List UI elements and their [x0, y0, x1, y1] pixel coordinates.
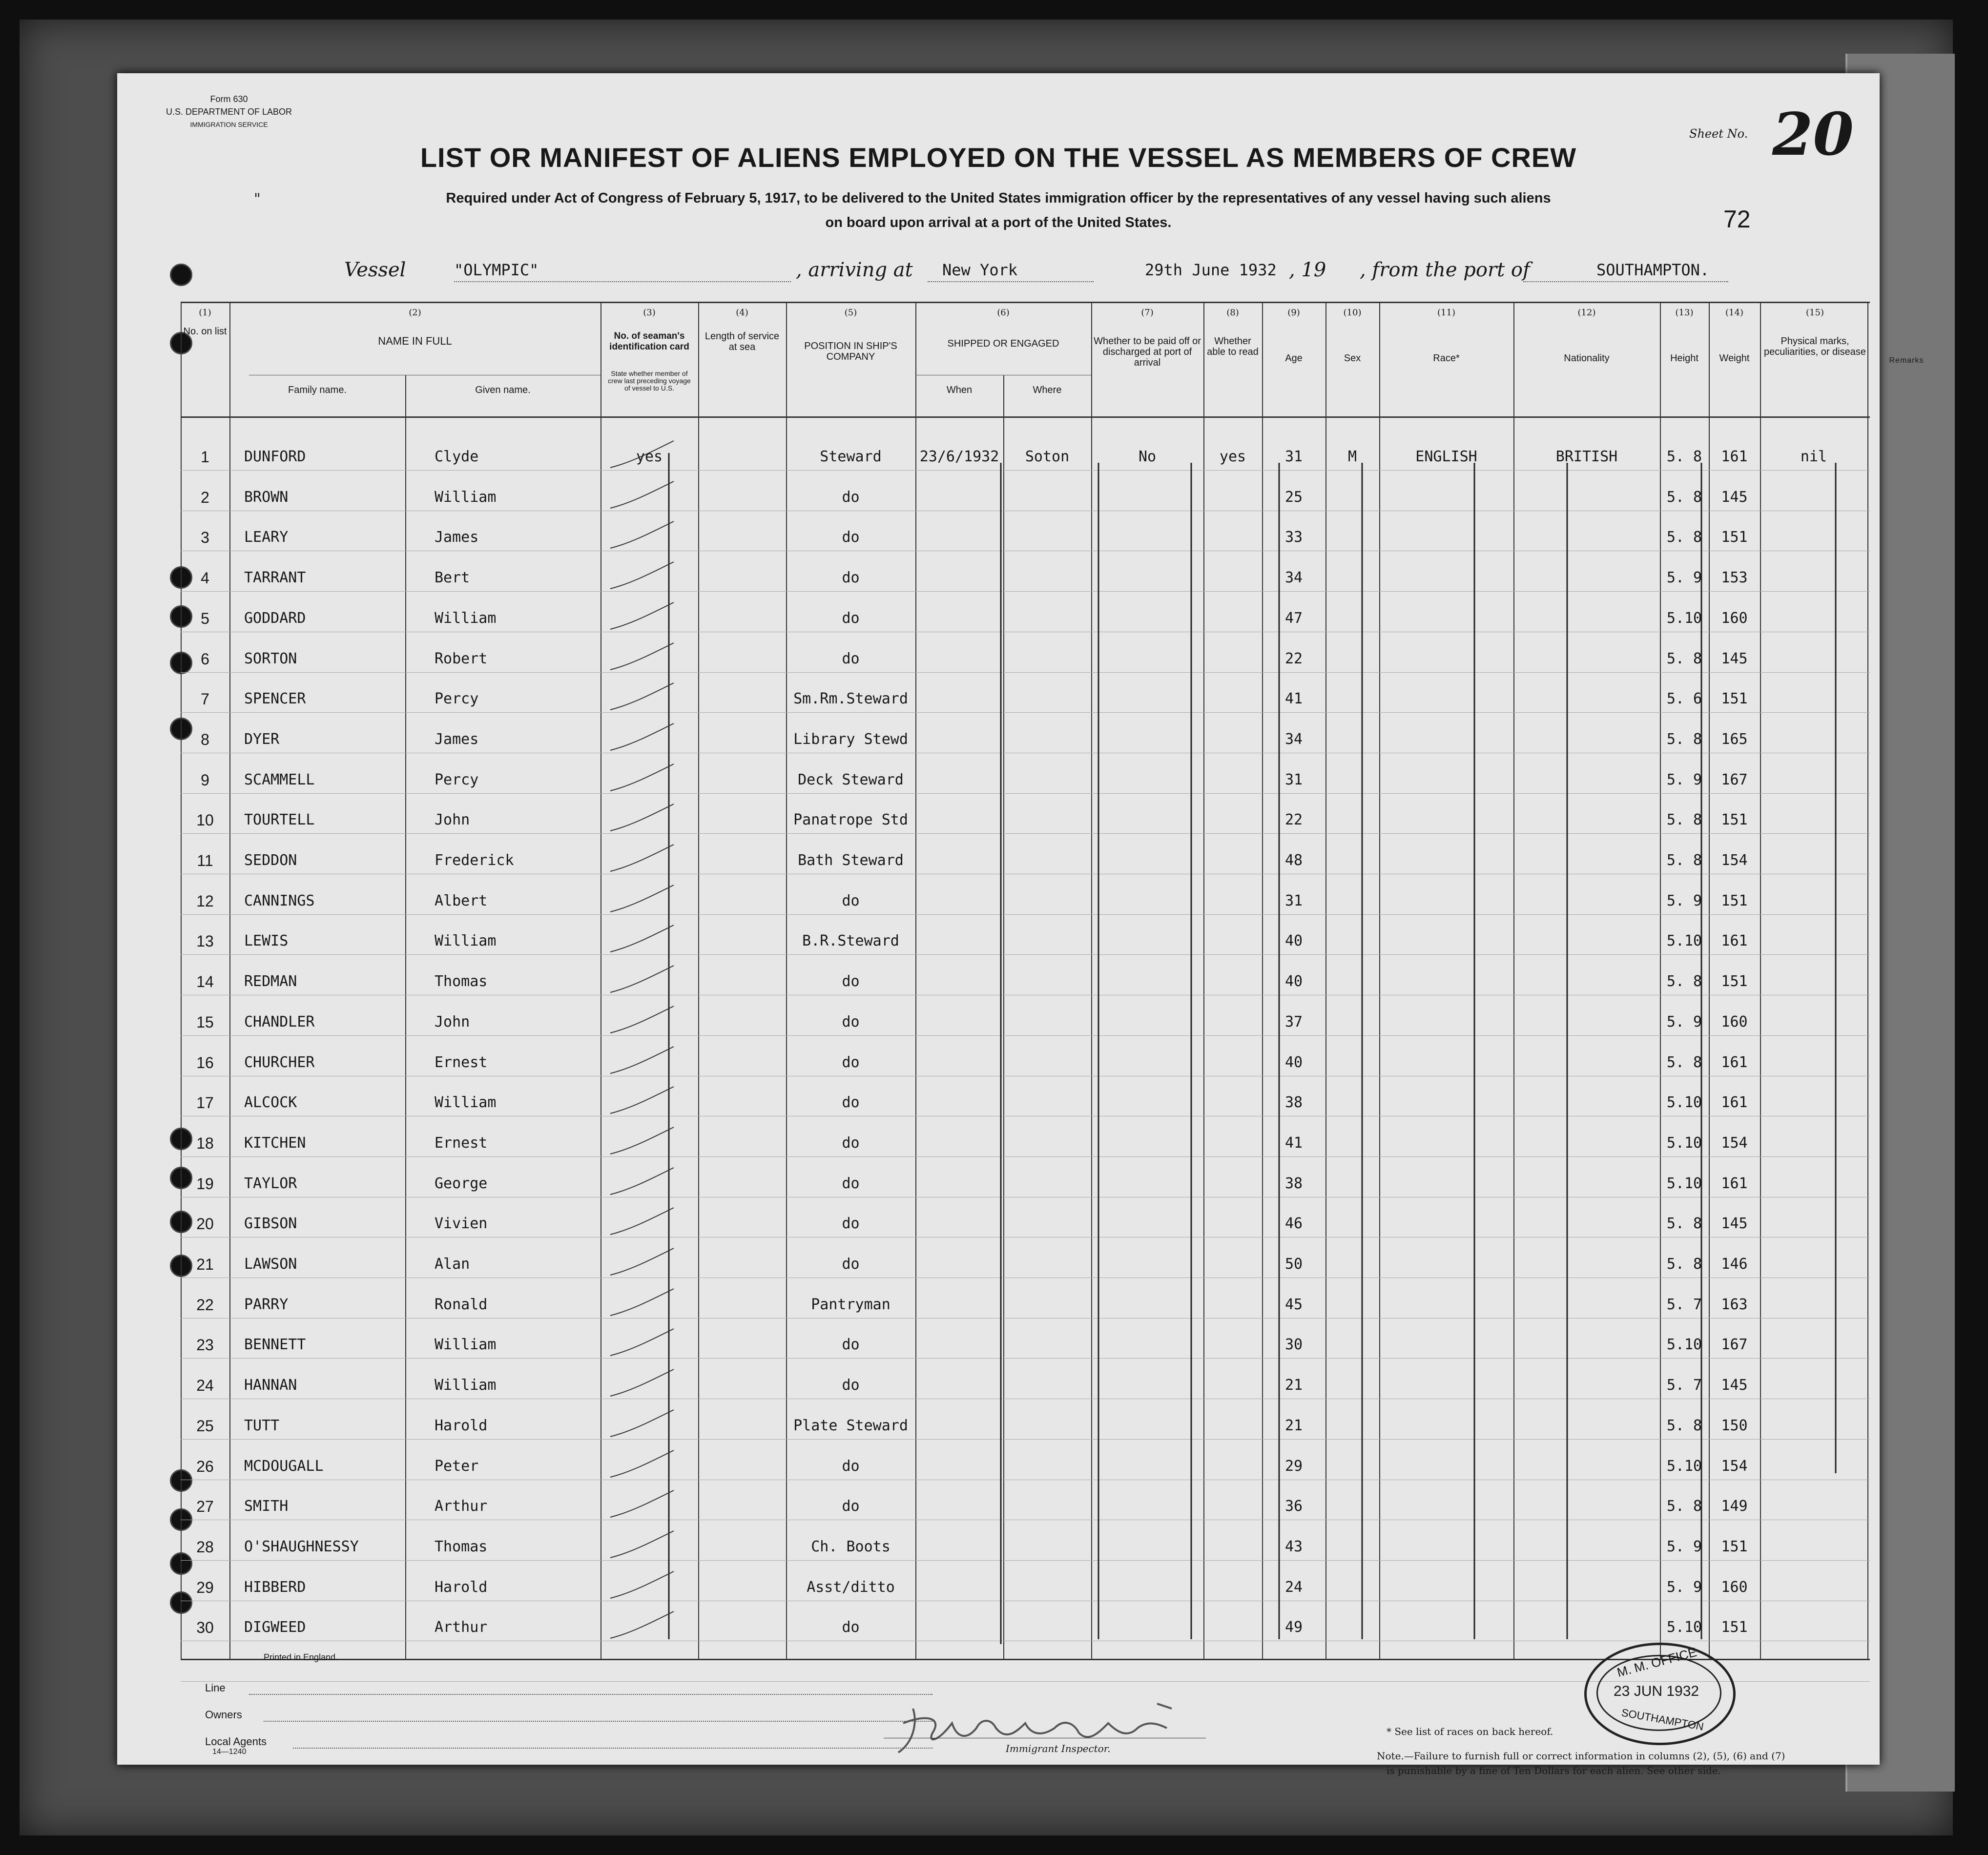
age: 31: [1284, 892, 1303, 909]
given-name: Alan: [435, 1256, 470, 1273]
document-subtitle-line2: on board upon arrival at a port of the United States.: [825, 215, 1172, 230]
row-number: 28: [196, 1538, 214, 1556]
given-name: Albert: [435, 892, 488, 909]
from-label: , from the port of: [1360, 259, 1530, 281]
family-name: SPENCER: [244, 690, 306, 707]
family-name: ALCOCK: [244, 1094, 297, 1111]
paid-off: No: [1138, 448, 1157, 465]
position: do: [842, 1619, 860, 1636]
height: 5. 8: [1666, 852, 1702, 869]
age: 30: [1284, 1336, 1303, 1353]
weight: 151: [1721, 973, 1748, 990]
shipped-when: 23/6/1932: [919, 448, 999, 465]
physical-marks: nil: [1800, 448, 1827, 465]
seaman-card: yes: [636, 448, 663, 465]
age: 37: [1284, 1013, 1303, 1031]
given-name: William: [435, 1094, 497, 1111]
given-name: Percy: [435, 771, 479, 788]
age: 40: [1284, 973, 1303, 990]
height: 5. 8: [1666, 731, 1702, 748]
given-name: Arthur: [435, 1498, 488, 1515]
height: 5.10: [1666, 1619, 1702, 1636]
height: 5.10: [1666, 1094, 1702, 1111]
header-seaman-card: No. of seaman's identification card: [609, 331, 689, 352]
row-number: 11: [197, 852, 213, 869]
col-num-8: (8): [1226, 308, 1239, 318]
position: do: [842, 1256, 860, 1273]
manifest-page: [117, 73, 1924, 1776]
given-name: James: [435, 529, 479, 546]
position: Steward: [820, 448, 882, 465]
weight: 145: [1721, 489, 1748, 506]
height: 5. 9: [1666, 569, 1702, 586]
row-number: 2: [201, 489, 209, 506]
arrival-date: 29th June 1932: [1145, 261, 1277, 279]
tick-mark: ": [254, 190, 261, 207]
weight: 161: [1721, 932, 1748, 949]
weight: 146: [1721, 1256, 1748, 1273]
position: do: [842, 1498, 860, 1515]
weight: 145: [1721, 1377, 1748, 1394]
row-number: 15: [196, 1013, 214, 1031]
row-number: 24: [196, 1377, 214, 1394]
height: 5. 8: [1666, 1256, 1702, 1273]
height: 5. 8: [1666, 1417, 1702, 1434]
given-name: James: [435, 731, 479, 748]
header-height: Height: [1670, 353, 1698, 364]
age: 41: [1284, 1134, 1303, 1152]
nationality: BRITISH: [1555, 448, 1618, 465]
position: Sm.Rm.Steward: [793, 690, 908, 707]
family-name: O'SHAUGHNESSY: [244, 1538, 359, 1555]
weight: 154: [1721, 852, 1748, 869]
family-name: BROWN: [244, 489, 289, 506]
weight: 151: [1721, 811, 1748, 828]
family-name: MCDOUGALL: [244, 1458, 324, 1475]
given-name: Arthur: [435, 1619, 488, 1636]
service-name: IMMIGRATION SERVICE: [190, 121, 268, 128]
header-age: Age: [1285, 353, 1303, 364]
given-name: John: [435, 1013, 470, 1031]
col-num-7: (7): [1141, 308, 1154, 318]
header-weight: Weight: [1719, 353, 1750, 364]
year-prefix: , 19: [1289, 259, 1326, 281]
family-name: PARRY: [244, 1296, 289, 1313]
height: 5.10: [1666, 932, 1702, 949]
header-where: Where: [1033, 385, 1062, 395]
row-number: 26: [196, 1458, 214, 1475]
family-name: KITCHEN: [244, 1134, 306, 1152]
given-name: William: [435, 932, 497, 949]
given-name: John: [435, 811, 470, 828]
age: 33: [1284, 529, 1303, 546]
position: do: [842, 529, 860, 546]
weight: 151: [1721, 690, 1748, 707]
form-identifier: [166, 93, 292, 131]
family-name: LEARY: [244, 529, 289, 546]
height: 5. 9: [1666, 1013, 1702, 1031]
sex: M: [1347, 448, 1357, 465]
position: Panatrope Std: [793, 811, 908, 828]
row-number: 30: [196, 1619, 214, 1636]
col-num-9: (9): [1287, 308, 1300, 318]
header-remarks: Remarks: [1889, 356, 1924, 365]
age: 29: [1284, 1458, 1303, 1475]
position: Pantryman: [811, 1296, 890, 1313]
age: 43: [1284, 1538, 1303, 1555]
race: ENGLISH: [1415, 448, 1477, 465]
document-subtitle-line1: Required under Act of Congress of February 5, 1917, to be delivered to the United States immigration officer by the representatives of any vessel having such aliens: [446, 190, 1551, 206]
row-number: 16: [196, 1054, 214, 1072]
handwritten-marks: [181, 302, 1870, 1664]
vessel-line: [117, 259, 1880, 293]
age: 41: [1284, 690, 1303, 707]
age: 45: [1284, 1296, 1303, 1313]
height: 5. 8: [1666, 973, 1702, 990]
col-num-12: (12): [1577, 308, 1596, 318]
shipped-where: Soton: [1025, 448, 1070, 465]
row-number: 6: [201, 650, 209, 668]
family-name: CHANDLER: [244, 1013, 315, 1031]
col-num-14: (14): [1725, 308, 1743, 318]
weight: 154: [1721, 1134, 1748, 1152]
position: do: [842, 1175, 860, 1192]
position: do: [842, 569, 860, 586]
given-name: Ronald: [435, 1296, 488, 1313]
family-name: DYER: [244, 731, 280, 748]
row-number: 20: [196, 1215, 214, 1233]
weight: 163: [1721, 1296, 1748, 1313]
col-num-13: (13): [1675, 308, 1694, 318]
family-name: TAYLOR: [244, 1175, 297, 1192]
position: do: [842, 1336, 860, 1353]
departure-port: SOUTHAMPTON.: [1596, 261, 1710, 279]
position: Deck Steward: [798, 771, 904, 788]
given-name: Clyde: [435, 448, 479, 465]
line-label: Line: [205, 1682, 226, 1694]
row-number: 1: [201, 448, 209, 466]
stamp-bottom-text: SOUTHAMPTON: [1620, 1706, 1705, 1733]
position: do: [842, 1134, 860, 1152]
height: 5. 8: [1666, 650, 1702, 667]
given-name: Percy: [435, 690, 479, 707]
family-name: LAWSON: [244, 1256, 297, 1273]
given-name: Harold: [435, 1417, 488, 1434]
form-code: 14—1240: [212, 1748, 247, 1756]
row-number: 9: [201, 771, 209, 789]
height: 5. 9: [1666, 892, 1702, 909]
weight: 151: [1721, 892, 1748, 909]
age: 34: [1284, 569, 1303, 586]
row-number: 5: [201, 610, 209, 627]
height: 5.10: [1666, 1458, 1702, 1475]
row-number: 19: [196, 1175, 214, 1193]
age: 22: [1284, 650, 1303, 667]
age: 24: [1284, 1579, 1303, 1596]
vessel-name: "OLYMPIC": [454, 261, 539, 279]
age: 34: [1284, 731, 1303, 748]
age: 46: [1284, 1215, 1303, 1232]
position: do: [842, 489, 860, 506]
age: 38: [1284, 1094, 1303, 1111]
document-title: LIST OR MANIFEST OF ALIENS EMPLOYED ON THE VESSEL AS MEMBERS OF CREW: [420, 142, 1577, 173]
weight: 151: [1721, 1538, 1748, 1555]
weight: 154: [1721, 1458, 1748, 1475]
col-num-10: (10): [1343, 308, 1362, 318]
row-number: 27: [196, 1498, 214, 1515]
arriving-label: , arriving at: [796, 259, 913, 281]
printed-in-england: Printed in England.: [264, 1652, 338, 1662]
vessel-label: Vessel: [344, 259, 406, 281]
given-name: Thomas: [435, 973, 488, 990]
position: do: [842, 1215, 860, 1232]
age: 48: [1284, 852, 1303, 869]
row-number: 4: [201, 569, 209, 587]
height: 5.10: [1666, 1175, 1702, 1192]
position: do: [842, 1377, 860, 1394]
col-num-2: (2): [409, 308, 421, 318]
weight: 167: [1721, 771, 1748, 788]
height: 5.10: [1666, 610, 1702, 627]
header-no-on-list: No. on list: [183, 326, 227, 337]
weight: 165: [1721, 731, 1748, 748]
family-name: SCAMMELL: [244, 771, 315, 788]
age: 22: [1284, 811, 1303, 828]
header-given-name: Given name.: [475, 385, 531, 395]
family-name: TUTT: [244, 1417, 280, 1434]
col-num-11: (11): [1437, 308, 1455, 318]
given-name: William: [435, 610, 497, 627]
col-num-15: (15): [1806, 308, 1824, 318]
stamp-date: 23 JUN 1932: [1614, 1683, 1699, 1699]
height: 5. 7: [1666, 1296, 1702, 1313]
weight: 167: [1721, 1336, 1748, 1353]
weight: 145: [1721, 1215, 1748, 1232]
family-name: REDMAN: [244, 973, 297, 990]
height: 5.10: [1666, 1336, 1702, 1353]
family-name: GODDARD: [244, 610, 306, 627]
inspector-label: Immigrant Inspector.: [1006, 1743, 1111, 1754]
position: do: [842, 1094, 860, 1111]
row-number: 3: [201, 529, 209, 546]
position: do: [842, 1054, 860, 1071]
penalty-note-line2: is punishable by a fine of Ten Dollars for each alien. See other side.: [1387, 1765, 1721, 1776]
given-name: Peter: [435, 1458, 479, 1475]
height: 5.10: [1666, 1134, 1702, 1152]
weight: 161: [1721, 1094, 1748, 1111]
height: 5. 8: [1666, 448, 1702, 465]
page-mark: 72: [1723, 206, 1751, 233]
weight: 160: [1721, 610, 1748, 627]
crew-table: [181, 302, 1924, 1664]
given-name: William: [435, 1336, 497, 1353]
height: 5. 9: [1666, 1538, 1702, 1555]
position: Plate Steward: [793, 1417, 908, 1434]
header-physical-marks: Physical marks, peculiarities, or disease: [1764, 336, 1866, 357]
given-name: Harold: [435, 1579, 488, 1596]
row-number: 25: [196, 1417, 214, 1435]
owners-label: Owners: [205, 1709, 242, 1721]
position: do: [842, 650, 860, 667]
height: 5. 7: [1666, 1377, 1702, 1394]
mm-office-stamp: [1584, 1643, 1736, 1745]
row-number: 17: [196, 1094, 214, 1112]
weight: 161: [1721, 448, 1748, 465]
height: 5. 8: [1666, 489, 1702, 506]
form-number: Form 630: [210, 94, 248, 104]
weight: 161: [1721, 1175, 1748, 1192]
row-number: 23: [196, 1336, 214, 1354]
weight: 150: [1721, 1417, 1748, 1434]
row-number: 14: [196, 973, 214, 990]
age: 50: [1284, 1256, 1303, 1273]
height: 5. 8: [1666, 1498, 1702, 1515]
row-number: 13: [196, 932, 214, 950]
position: Bath Steward: [798, 852, 904, 869]
row-number: 12: [196, 892, 214, 910]
age: 21: [1284, 1377, 1303, 1394]
given-name: George: [435, 1175, 488, 1192]
weight: 151: [1721, 529, 1748, 546]
weight: 160: [1721, 1013, 1748, 1031]
height: 5. 9: [1666, 1579, 1702, 1596]
given-name: William: [435, 1377, 497, 1394]
header-name-in-full: NAME IN FULL: [378, 335, 452, 347]
family-name: HANNAN: [244, 1377, 297, 1394]
family-name: SORTON: [244, 650, 297, 667]
header-sex: Sex: [1344, 353, 1361, 364]
weight: 161: [1721, 1054, 1748, 1071]
height: 5. 8: [1666, 1215, 1702, 1232]
row-number: 7: [201, 690, 209, 708]
position: do: [842, 973, 860, 990]
age: 38: [1284, 1175, 1303, 1192]
given-name: Vivien: [435, 1215, 488, 1232]
able-to-read: yes: [1219, 448, 1246, 465]
age: 36: [1284, 1498, 1303, 1515]
races-footnote: * See list of races on back hereof.: [1387, 1726, 1553, 1737]
header-length-service: Length of service at sea: [704, 331, 780, 352]
given-name: Thomas: [435, 1538, 488, 1555]
height: 5. 9: [1666, 771, 1702, 788]
family-name: SEDDON: [244, 852, 297, 869]
row-number: 22: [196, 1296, 214, 1314]
local-agents-label: Local Agents: [205, 1735, 267, 1748]
age: 40: [1284, 932, 1303, 949]
height: 5. 8: [1666, 811, 1702, 828]
age: 21: [1284, 1417, 1303, 1434]
row-number: 18: [196, 1134, 214, 1152]
age: 25: [1284, 489, 1303, 506]
age: 40: [1284, 1054, 1303, 1071]
family-name: LEWIS: [244, 932, 289, 949]
age: 31: [1284, 771, 1303, 788]
header-seaman-card-note: State whether member of crew last preceding voyage of vessel to U.S.: [608, 370, 691, 392]
row-number: 10: [196, 811, 214, 829]
height: 5. 8: [1666, 529, 1702, 546]
header-paid-off: Whether to be paid off or discharged at port of arrival: [1094, 336, 1201, 368]
position: Ch. Boots: [811, 1538, 890, 1555]
col-num-4: (4): [736, 308, 748, 318]
col-num-1: (1): [199, 308, 211, 318]
department-name: U.S. DEPARTMENT OF LABOR: [166, 107, 292, 117]
position: do: [842, 1013, 860, 1031]
family-name: HIBBERD: [244, 1579, 306, 1596]
given-name: Frederick: [435, 852, 514, 869]
given-name: Ernest: [435, 1054, 488, 1071]
position: do: [842, 1458, 860, 1475]
header-nationality: Nationality: [1564, 353, 1610, 364]
col-num-5: (5): [844, 308, 857, 318]
row-number: 21: [196, 1256, 214, 1273]
height: 5. 8: [1666, 1054, 1702, 1071]
position: Library Stewd: [793, 731, 908, 748]
header-able-to-read: Whether able to read: [1207, 336, 1259, 357]
row-number: 29: [196, 1579, 214, 1596]
family-name: BENNETT: [244, 1336, 306, 1353]
position: do: [842, 892, 860, 909]
age: 49: [1284, 1619, 1303, 1636]
family-name: TARRANT: [244, 569, 306, 586]
header-position: POSITION IN SHIP'S COMPANY: [804, 341, 897, 362]
weight: 160: [1721, 1579, 1748, 1596]
given-name: William: [435, 489, 497, 506]
sheet-number: 20: [1772, 100, 1854, 169]
col-num-3: (3): [643, 308, 656, 318]
given-name: Bert: [435, 569, 470, 586]
family-name: DIGWEED: [244, 1619, 306, 1636]
penalty-note-line1: Note.—Failure to furnish full or correct information in columns (2), (5), (6) and (7): [1377, 1750, 1785, 1762]
position: B.R.Steward: [802, 932, 899, 949]
weight: 149: [1721, 1498, 1748, 1515]
header-shipped: SHIPPED OR ENGAGED: [947, 338, 1059, 349]
row-number: 8: [201, 731, 209, 748]
header-family-name: Family name.: [288, 385, 347, 395]
age: 47: [1284, 610, 1303, 627]
stamp-top-text: M. M. OFFICE: [1615, 1644, 1698, 1680]
header-when: When: [946, 385, 973, 395]
family-name: TOURTELL: [244, 811, 315, 828]
given-name: Robert: [435, 650, 488, 667]
weight: 153: [1721, 569, 1748, 586]
family-name: SMITH: [244, 1498, 289, 1515]
weight: 151: [1721, 1619, 1748, 1636]
sheet-label: Sheet No.: [1689, 127, 1748, 141]
col-num-6: (6): [997, 308, 1010, 318]
height: 5. 6: [1666, 690, 1702, 707]
family-name: CHURCHER: [244, 1054, 315, 1071]
position: Asst/ditto: [807, 1579, 895, 1596]
arrival-port: New York: [942, 261, 1018, 279]
given-name: Ernest: [435, 1134, 488, 1152]
position: do: [842, 610, 860, 627]
weight: 145: [1721, 650, 1748, 667]
age: 31: [1284, 448, 1303, 465]
family-name: GIBSON: [244, 1215, 297, 1232]
header-race: Race*: [1433, 353, 1460, 364]
family-name: CANNINGS: [244, 892, 315, 909]
family-name: DUNFORD: [244, 448, 306, 465]
